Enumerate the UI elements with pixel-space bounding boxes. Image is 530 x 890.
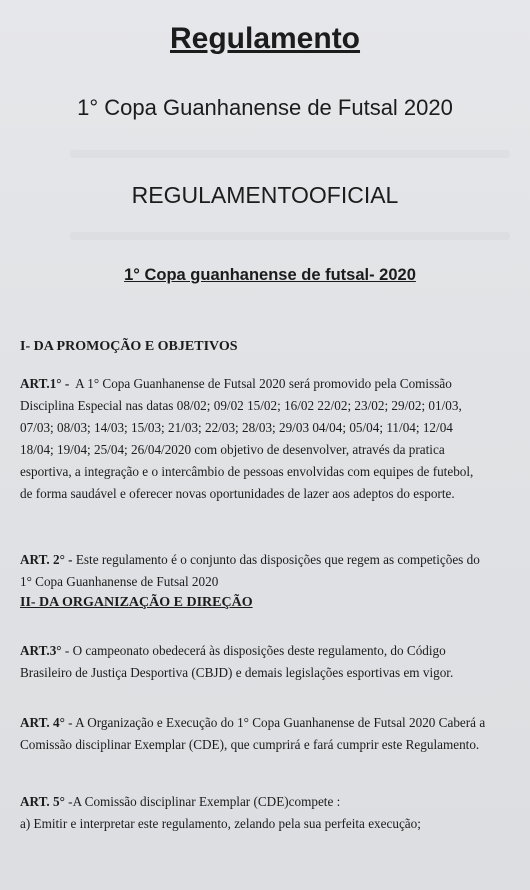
document-subtitle: 1° Copa Guanhanense de Futsal 2020 bbox=[77, 95, 453, 120]
article-line bbox=[20, 549, 514, 571]
article-2 bbox=[20, 549, 514, 593]
article-line bbox=[20, 640, 514, 662]
copa-heading: 1° Copa guanhanense de futsal- 2020 bbox=[124, 266, 416, 284]
article-3 bbox=[20, 640, 514, 684]
article-line bbox=[20, 373, 514, 395]
article-label: ART.3° bbox=[20, 643, 62, 658]
article-line: Comissão disciplinar Exemplar (CDE), que cumprirá e fará cumprir este Regulamento. bbox=[20, 737, 480, 752]
official-heading: REGULAMENTOOFICIAL bbox=[131, 182, 399, 208]
bleed-through-text bbox=[70, 150, 510, 158]
article-line: 18/04; 19/04; 25/04; 26/04/2020 com objetivo de desenvolver, através da pratica bbox=[20, 442, 445, 457]
article-line: Disciplina Especial nas datas 08/02; 09/02 15/02; 16/02 22/02; 23/02; 29/02; 01/03, bbox=[20, 398, 462, 413]
article-label: ART. 2° - bbox=[20, 552, 73, 567]
article-label: ART.1° - bbox=[20, 376, 70, 391]
article-line: a) Emitir e interpretar este regulamento, zelando pela sua perfeita execução; bbox=[20, 816, 421, 831]
document-title: Regulamento bbox=[169, 22, 361, 55]
article-text: -A Comissão disciplinar Exemplar (CDE)compete : bbox=[68, 794, 341, 809]
article-text: - O campeonato obedecerá às disposições deste regulamento, do Código bbox=[64, 643, 446, 658]
article-line: 1° Copa Guanhanense de Futsal 2020 bbox=[20, 574, 219, 589]
article-line bbox=[20, 791, 514, 813]
article-1 bbox=[20, 373, 514, 505]
section-heading-organizacao: II- DA ORGANIZAÇÃO E DIREÇÃO bbox=[20, 595, 253, 610]
article-label: ART. 5° bbox=[20, 794, 65, 809]
article-line: Brasileiro de Justiça Desportiva (CBJD) e demais legislações esportivas em vigor. bbox=[20, 665, 454, 680]
article-text: - A Organização e Execução do 1° Copa Guanhanense de Futsal 2020 Caberá a bbox=[68, 715, 486, 730]
article-4 bbox=[20, 712, 514, 756]
bleed-through-text bbox=[70, 232, 510, 240]
article-line: esportiva, a integração e o intercâmbio de pessoas envolvidas com equipes de futebol, bbox=[20, 464, 474, 479]
article-5 bbox=[20, 791, 514, 835]
article-line: de forma saudável e oferecer novas oportunidades de lazer aos adeptos do esporte. bbox=[20, 486, 455, 501]
article-text: Este regulamento é o conjunto das disposições que regem as competições do bbox=[75, 552, 480, 567]
article-line: 07/03; 08/03; 14/03; 15/03; 21/03; 22/03; 28/03; 29/03 04/04; 05/04; 11/04; 12/04 bbox=[20, 420, 453, 435]
article-label: ART. 4° bbox=[20, 715, 65, 730]
article-line bbox=[20, 712, 514, 734]
section-heading-promocao: I- DA PROMOÇÃO E OBJETIVOS bbox=[20, 339, 238, 354]
article-text: A 1° Copa Guanhanense de Futsal 2020 será promovido pela Comissão bbox=[75, 376, 452, 391]
